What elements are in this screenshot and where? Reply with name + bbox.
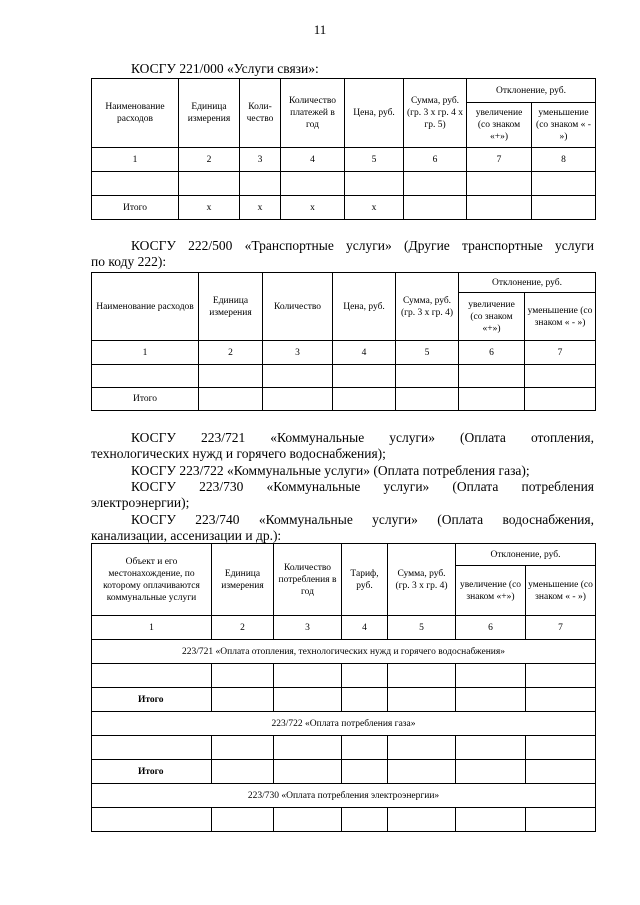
table-utility-services: [91, 543, 596, 832]
table-transport-services: [91, 272, 596, 411]
empty-row: [92, 736, 596, 760]
column-number: 6: [456, 616, 526, 640]
header-object: Объект и его местонахождение, по которому оплачиваются коммунальные услуги: [92, 544, 212, 616]
total-row: [92, 688, 596, 712]
header-decrease: уменьшение (со знаком « - »): [532, 103, 596, 148]
header-name: Наименование расходов: [92, 79, 179, 148]
header-deviation: Отклонение, руб.: [459, 273, 596, 293]
header-price: Цена, руб.: [333, 273, 396, 341]
column-number: 6: [404, 148, 467, 172]
column-number: 5: [345, 148, 404, 172]
column-number: 7: [526, 616, 596, 640]
empty-row: [92, 808, 596, 832]
empty-row: [92, 365, 596, 388]
section3-line1: КОСГУ 223/721 «Коммунальные услуги» (Оплата отопления,: [131, 430, 594, 445]
total-row: [92, 388, 596, 411]
header-unit: Единица измерения: [179, 79, 240, 148]
empty-row: [92, 664, 596, 688]
total-label: Итого: [92, 760, 212, 784]
total-label: Итого: [92, 688, 212, 712]
total-x: х: [240, 196, 281, 220]
section3-line4: КОСГУ 223/730 «Коммунальные услуги» (Оплата потребления: [131, 479, 594, 494]
total-row: [92, 760, 596, 784]
header-sum: Сумма, руб. (гр. 3 х гр. 4): [388, 544, 456, 616]
column-numbers-row: [92, 616, 596, 640]
section1-title: КОСГУ 221/000 «Услуги связи»:: [131, 61, 319, 76]
column-number: 4: [281, 148, 345, 172]
header-unit: Единица измерения: [212, 544, 274, 616]
column-number: 1: [92, 616, 212, 640]
column-number: 8: [532, 148, 596, 172]
page-number: 11: [313, 22, 327, 37]
section3-line7: канализации, ассенизации и др.):: [91, 528, 282, 543]
column-number: 7: [525, 341, 596, 365]
column-number: 2: [199, 341, 263, 365]
total-row: [92, 196, 596, 220]
header-unit: Единица измерения: [199, 273, 263, 341]
header-payments-per-year: Количество платежей в год: [281, 79, 345, 148]
total-x: х: [281, 196, 345, 220]
column-number: 2: [179, 148, 240, 172]
column-number: 7: [467, 148, 532, 172]
column-number: 5: [388, 616, 456, 640]
column-numbers-row: [92, 148, 596, 172]
total-label: Итого: [92, 388, 199, 411]
group-row: [92, 640, 596, 664]
section3-line2: технологических нужд и горячего водоснабжения);: [91, 446, 386, 461]
group-row: [92, 784, 596, 808]
header-deviation: Отклонение, руб.: [467, 79, 596, 103]
header-name: Наименование расходов: [92, 273, 199, 341]
section3-line6: КОСГУ 223/740 «Коммунальные услуги» (Оплата водоснабжения,: [131, 512, 594, 527]
column-number: 4: [333, 341, 396, 365]
header-deviation: Отклонение, руб.: [456, 544, 596, 566]
header-quantity: Количество: [263, 273, 333, 341]
header-tariff: Тариф, руб.: [342, 544, 388, 616]
column-number: 1: [92, 341, 199, 365]
column-number: 4: [342, 616, 388, 640]
section3-line3: КОСГУ 223/722 «Коммунальные услуги» (Оплата потребления газа);: [131, 463, 530, 478]
group-row: [92, 712, 596, 736]
column-number: 5: [396, 341, 459, 365]
total-x: х: [345, 196, 404, 220]
empty-row: [92, 172, 596, 196]
column-number: 3: [240, 148, 281, 172]
column-number: 6: [459, 341, 525, 365]
header-sum: Сумма, руб. (гр. 3 х гр. 4 х гр. 5): [404, 79, 467, 148]
header-consumption: Количество потребления в год: [274, 544, 342, 616]
header-decrease: уменьшение (со знаком « - »): [525, 293, 596, 341]
table-communication-services: [91, 78, 596, 220]
column-number: 3: [274, 616, 342, 640]
column-numbers-row: [92, 341, 596, 365]
header-decrease: уменьшение (со знаком « - »): [526, 566, 596, 616]
total-x: х: [179, 196, 240, 220]
header-increase: увеличение (со знаком «+»): [459, 293, 525, 341]
column-number: 3: [263, 341, 333, 365]
section2-title-line1: КОСГУ 222/500 «Транспортные услуги» (Другие транспортные услуги: [131, 238, 594, 253]
header-increase: увеличение (со знаком «+»): [467, 103, 532, 148]
column-number: 2: [212, 616, 274, 640]
header-price: Цена, руб.: [345, 79, 404, 148]
group-title-722: 223/722 «Оплата потребления газа»: [92, 712, 596, 736]
total-label: Итого: [92, 196, 179, 220]
section3-line5: электроэнергии);: [91, 495, 190, 510]
header-quantity: Коли-чество: [240, 79, 281, 148]
section2-title-line2: по коду 222):: [91, 254, 167, 269]
column-number: 1: [92, 148, 179, 172]
group-title-721: 223/721 «Оплата отопления, технологических нужд и горячего водоснабжения»: [92, 640, 596, 664]
header-increase: увеличение (со знаком «+»): [456, 566, 526, 616]
group-title-730: 223/730 «Оплата потребления электроэнергии»: [92, 784, 596, 808]
header-sum: Сумма, руб. (гр. 3 х гр. 4): [396, 273, 459, 341]
